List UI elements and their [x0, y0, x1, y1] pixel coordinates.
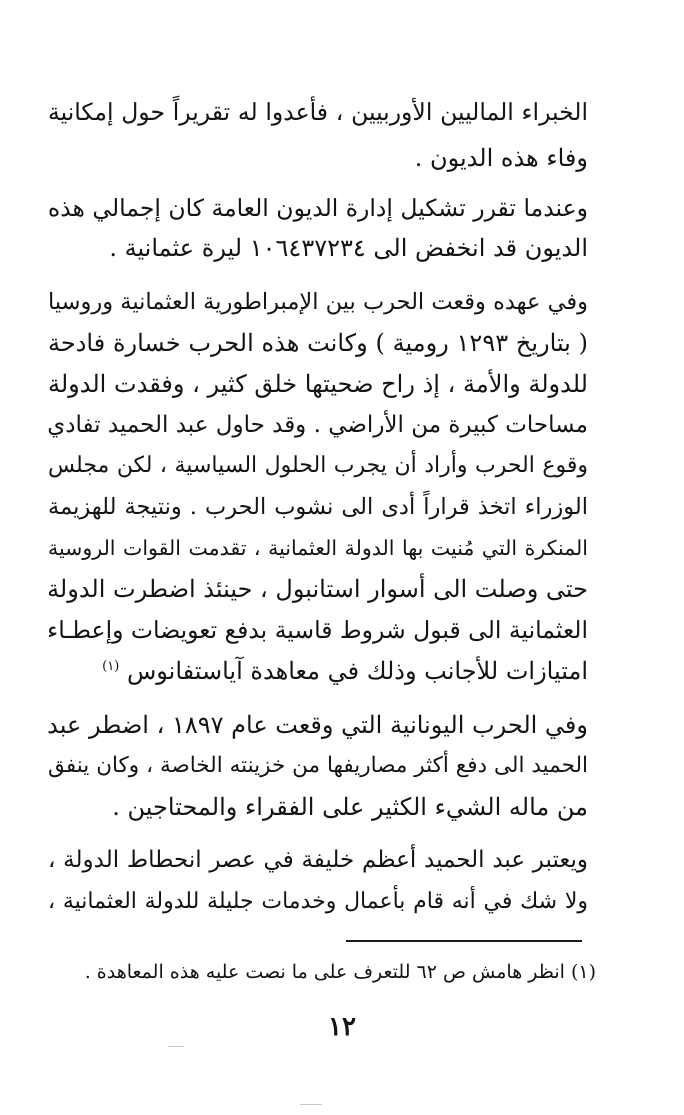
text-line: مساحات كبيرة من الأراضي . وقد حاول عبد الحميد تفادي — [47, 412, 588, 438]
footnote-text: انظر هامش ص ٦٢ للتعرف على ما نصت عليه هذه المعاهدة . — [84, 961, 565, 983]
footnote-separator — [346, 940, 582, 942]
scan-speck — [168, 1046, 184, 1047]
text-line: وقوع الحرب وأراد أن يجرب الحلول السياسية ، لكن مجلس — [48, 453, 588, 478]
text-line: الخبراء الماليين الأوربيين ، فأعدوا له تقريراً حول إمكانية — [48, 98, 588, 126]
text-line: من ماله الشيء الكثير على الفقراء والمحتاجين . — [112, 793, 588, 821]
footnote-marker: (١) — [570, 961, 596, 983]
text-line: الوزراء اتخذ قراراً أدى الى نشوب الحرب . ونتيجة للهزيمة — [48, 494, 588, 520]
text-line: وفاء هذه الديون . — [414, 144, 588, 172]
text-line: ولا شك في أنه قام بأعمال وخدمات جليلة للدولة العثمانية ، — [48, 889, 588, 914]
text-line: ويعتبر عبد الحميد أعظم خليفة في عصر انحطاط الدولة ، — [48, 847, 588, 873]
text-line: الديون قد انخفض الى ١٠٦٤٣٧٢٣٤ ليرة عثمانية . — [109, 234, 588, 262]
text-line: للدولة والأمة ، إذ راح ضحيتها خلق كثير ، وفقدت الدولة — [48, 370, 588, 398]
text-line: وعندما تقرر تشكيل إدارة الديون العامة كان إجمالي هذه — [47, 194, 588, 222]
text-line: ( بتاريخ ١٢٩٣ رومية ) وكانت هذه الحرب خسارة فادحة — [48, 329, 588, 357]
text-line: وفي الحرب اليونانية التي وقعت عام ١٨٩٧ ، اضطر عبد — [47, 711, 588, 739]
text-line — [48, 651, 588, 691]
text-line: حتى وصلت الى أسوار استانبول ، حينئذ اضطرت الدولة — [47, 575, 588, 603]
text-line: العثمانية الى قبول شروط قاسية بدفع تعويضات وإعطـاء — [47, 616, 588, 644]
scan-speck — [300, 1104, 322, 1105]
text-line: المنكرة التي مُنيت بها الدولة العثمانية ، تقدمت القوات الروسية — [48, 536, 588, 560]
footnote-reference: (١) — [102, 659, 120, 674]
text-line: الحميد الى دفع أكثر مصاريفها من خزينته الخاصة ، وكان ينفق — [48, 753, 588, 778]
text-line: وفي عهده وقعت الحرب بين الإمبراطورية العثمانية وروسيا — [48, 289, 588, 315]
page-number: ١٢ — [328, 1012, 356, 1042]
footnote — [85, 955, 596, 989]
text-line-content: امتيازات للأجانب وذلك في معاهدة آياستفانوس — [126, 657, 588, 685]
